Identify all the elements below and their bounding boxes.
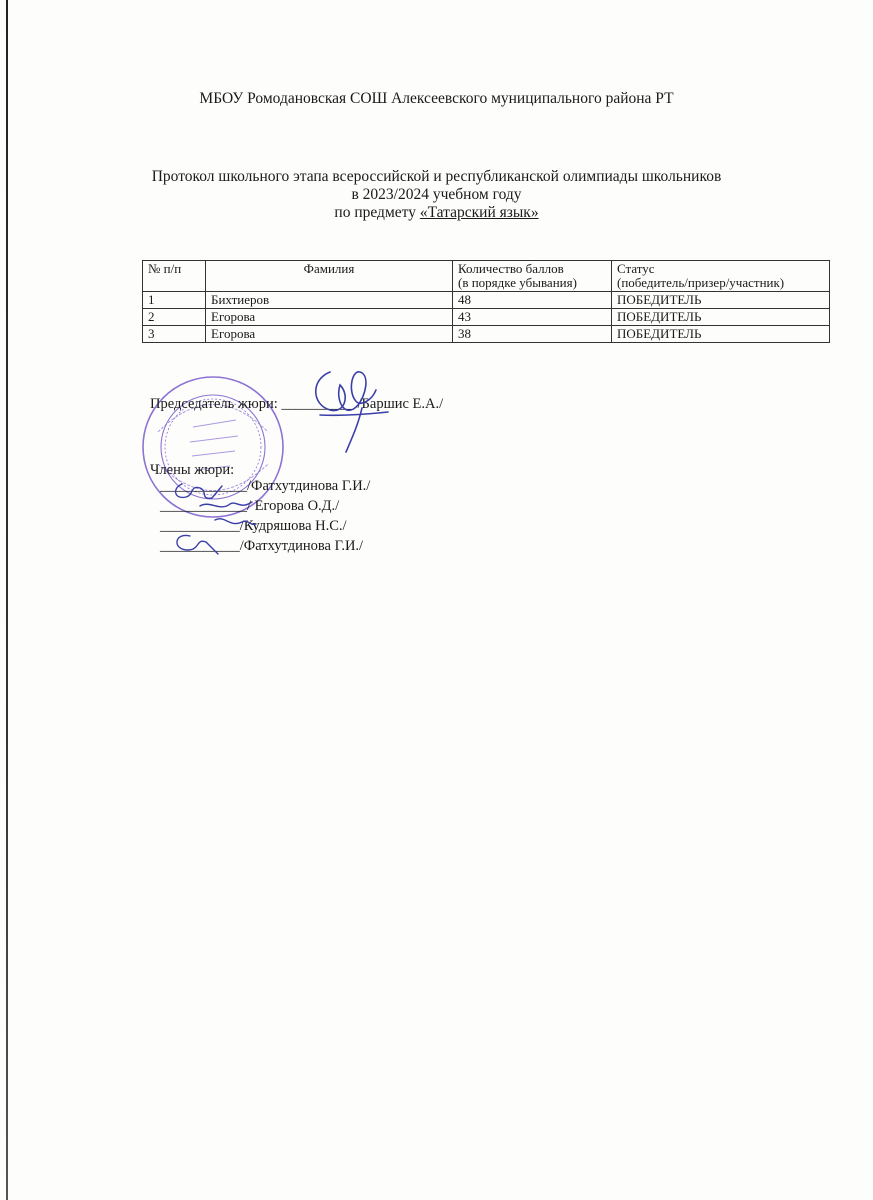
table-row	[143, 309, 830, 326]
chair-label: Председатель жюри:	[150, 396, 278, 412]
row-status: ПОБЕДИТЕЛЬ	[612, 326, 830, 343]
table-row	[143, 292, 830, 309]
chair-row	[150, 396, 443, 413]
row-score: 43	[453, 309, 612, 326]
members-label: Члены жюри:	[150, 462, 235, 478]
organization-name: МБОУ Ромодановская СОШ Алексеевского муниципального района РТ	[199, 90, 674, 107]
member-name: /Кудряшова Н.С./	[239, 518, 347, 534]
table-header-row	[143, 261, 830, 292]
row-num: 2	[143, 309, 206, 326]
member-signature-line: ___________	[160, 518, 240, 534]
table-row	[143, 326, 830, 343]
header-status-line1: Статус	[617, 261, 655, 276]
row-score: 38	[453, 326, 612, 343]
chair-name: /Баршис Е.А./	[357, 396, 444, 412]
member-name: /Фатхутдинова Г.И./	[239, 538, 364, 554]
header-name: Фамилия	[206, 261, 453, 292]
row-num: 3	[143, 326, 206, 343]
header-status-line2: (победитель/призер/участник)	[617, 275, 785, 290]
members-signatures-icon	[160, 470, 270, 560]
chair-signature-line: __________	[281, 396, 354, 412]
subject-name: «Татарский язык»	[419, 204, 539, 221]
header-num: № п/п	[143, 261, 206, 292]
results-table	[142, 260, 830, 343]
chair-signature-icon	[300, 360, 395, 455]
member-signature-line: ___________	[160, 538, 240, 554]
title-line-1: Протокол школьного этапа всероссийской и республиканской олимпиады школьников	[151, 168, 722, 185]
protocol-title	[0, 168, 873, 222]
header-score-line2: (в порядке убывания)	[458, 275, 577, 290]
row-name: Бихтиеров	[206, 292, 453, 309]
member-signature-line: ____________	[160, 478, 247, 494]
header-status	[612, 261, 830, 292]
row-status: ПОБЕДИТЕЛЬ	[612, 292, 830, 309]
header-score	[453, 261, 612, 292]
member-name: /Фатхутдинова Г.И./	[247, 478, 371, 494]
row-status: ПОБЕДИТЕЛЬ	[612, 309, 830, 326]
title-prefix: по предмету	[334, 204, 420, 221]
row-name: Егорова	[206, 309, 453, 326]
row-score: 48	[453, 292, 612, 309]
row-name: Егорова	[206, 326, 453, 343]
row-num: 1	[143, 292, 206, 309]
member-name: / Егорова О.Д./	[247, 498, 340, 514]
header-score-line1: Количество баллов	[458, 261, 564, 276]
title-line-3	[0, 204, 873, 222]
title-line-2: в 2023/2024 учебном году	[351, 186, 522, 203]
member-signature-line: ____________	[160, 498, 247, 514]
